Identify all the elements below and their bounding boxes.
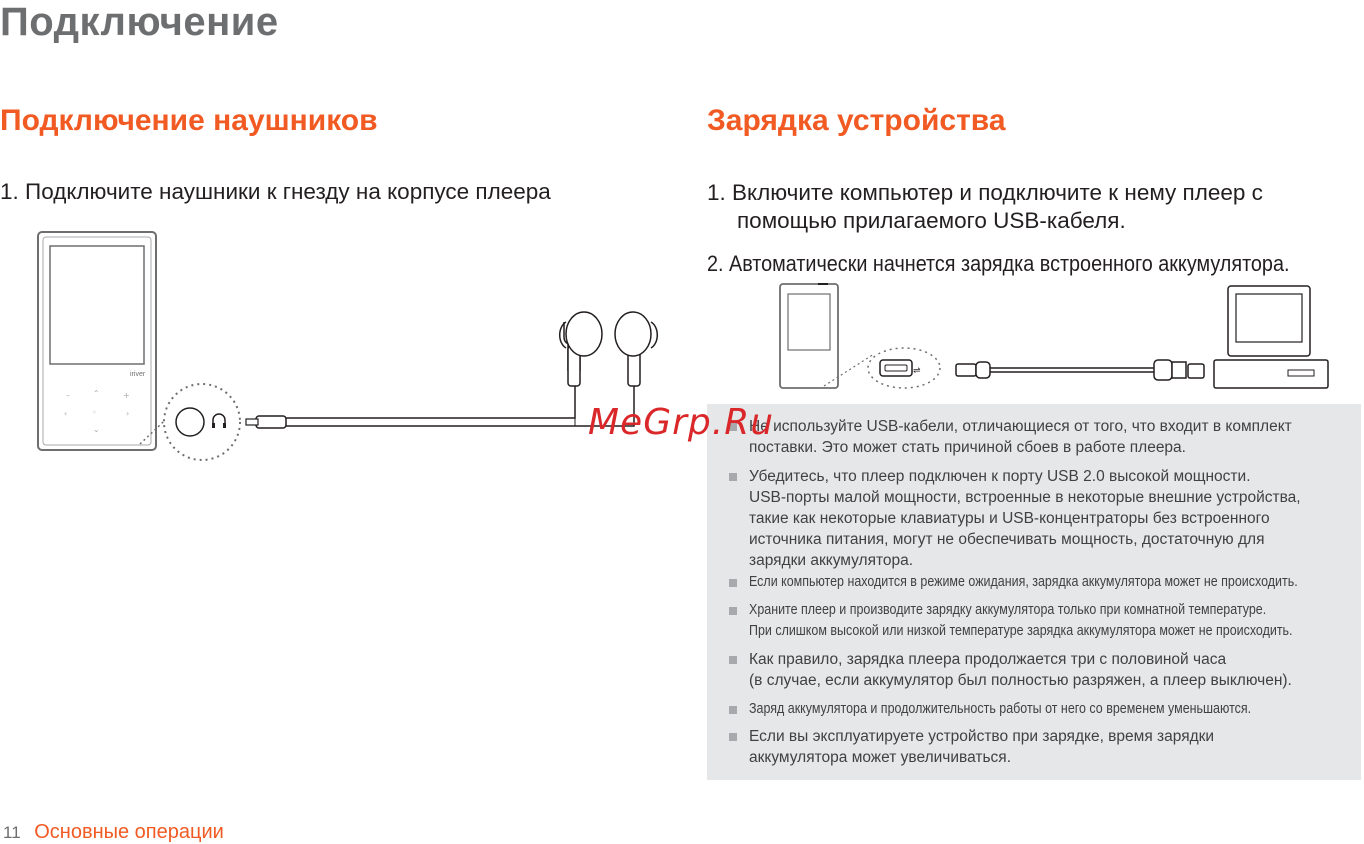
section-heading-headphones: Подключение наушников [0,104,378,137]
note-line: Убедитесь, что плеер подключен к порту USB 2.0 высокой мощности. [749,468,1251,485]
svg-text:+: + [123,391,130,400]
note-text [749,726,1214,768]
notes-panel [707,404,1361,780]
note-item [707,726,1214,768]
bullet-square-icon [729,656,737,664]
note-line: Если вы эксплуатируете устройство при зарядке, время зарядки [749,728,1215,745]
svg-text:◦: ◦ [92,408,97,417]
note-line: источника питания, могут не обеспечивать мощность, достаточную для [749,531,1265,548]
svg-text:⌄: ⌄ [93,425,100,434]
note-item [707,600,1364,642]
note-item [707,416,1292,458]
step-connect-computer-cont: помощью прилагаемого USB-кабеля. [737,208,1126,233]
note-text [749,600,1293,642]
player-device-icon [38,232,156,450]
computer-icon [1214,286,1328,388]
svg-text:‹: ‹ [64,409,68,418]
step-connect-computer: 1. Включите компьютер и подключите к нему плеер с [707,180,1263,205]
footer [3,820,224,844]
note-item [707,466,1301,571]
note-line: Заряд аккумулятора и продолжительность работы от него со временем уменьшаются. [749,701,1252,717]
page-number: 11 [3,823,21,842]
step-connect-headphones: 1. Подключите наушники к гнезду на корпусе плеера [0,179,551,204]
usb-symbol-icon: ⇌ [913,366,921,376]
bullet-square-icon [729,733,737,741]
earbuds-icon [560,312,658,386]
note-line: зарядки аккумулятора. [749,552,914,569]
note-item [707,699,1333,720]
usb-port-zoom [824,348,940,388]
section-heading-charging: Зарядка устройства [707,104,1006,137]
svg-text:–: – [66,391,70,400]
usb-cable [956,360,1204,380]
note-text [749,416,1292,458]
bullet-square-icon [729,579,737,587]
note-line: USB-порты малой мощности, встроенные в некоторые внешние устройства, [749,489,1301,506]
note-line: (в случае, если аккумулятор был полностью разряжен, а плеер выключен). [749,672,1292,689]
note-line: Если компьютер находится в режиме ожидания, зарядка аккумулятора может не происходить. [749,574,1298,590]
page-title: Подключение [0,0,279,44]
note-line: Храните плеер и производите зарядку аккумулятора только при комнатной температуре. [749,602,1267,618]
note-item [707,649,1292,691]
watermark: MeGrp.Ru [588,402,775,443]
step-auto-charging: 2. Автоматически начнется зарядка встроенного аккумулятора. [707,251,1290,276]
bullet-square-icon [729,706,737,714]
note-line: такие как некоторые клавиатуры и USB-концентраторы без встроенного [749,510,1270,527]
note-text [749,466,1301,571]
note-line: При слишком высокой или низкой температуре зарядка аккумулятора может не происходить. [749,623,1293,639]
note-line: аккумулятора может увеличиваться. [749,749,1012,766]
headphones-illustration [30,226,670,466]
note-line: Не используйте USB-кабели, отличающиеся от того, что входит в комплект [749,418,1292,435]
note-text [749,572,1298,593]
bullet-square-icon [729,607,737,615]
note-line: Как правило, зарядка плеера продолжается три с половиной часа [749,651,1227,668]
svg-text:›: › [126,409,130,418]
device-brand-label: iriver [130,371,146,378]
note-text [749,699,1251,720]
svg-text:⌃: ⌃ [93,389,100,398]
usb-charging-illustration [778,280,1338,392]
note-line: поставки. Это может стать причиной сбоев в работе плеера. [749,439,1186,456]
note-text [749,649,1292,691]
player-device-icon [780,284,838,388]
bullet-square-icon [729,473,737,481]
note-item [707,572,1364,593]
footer-section-label: Основные операции [34,821,224,843]
